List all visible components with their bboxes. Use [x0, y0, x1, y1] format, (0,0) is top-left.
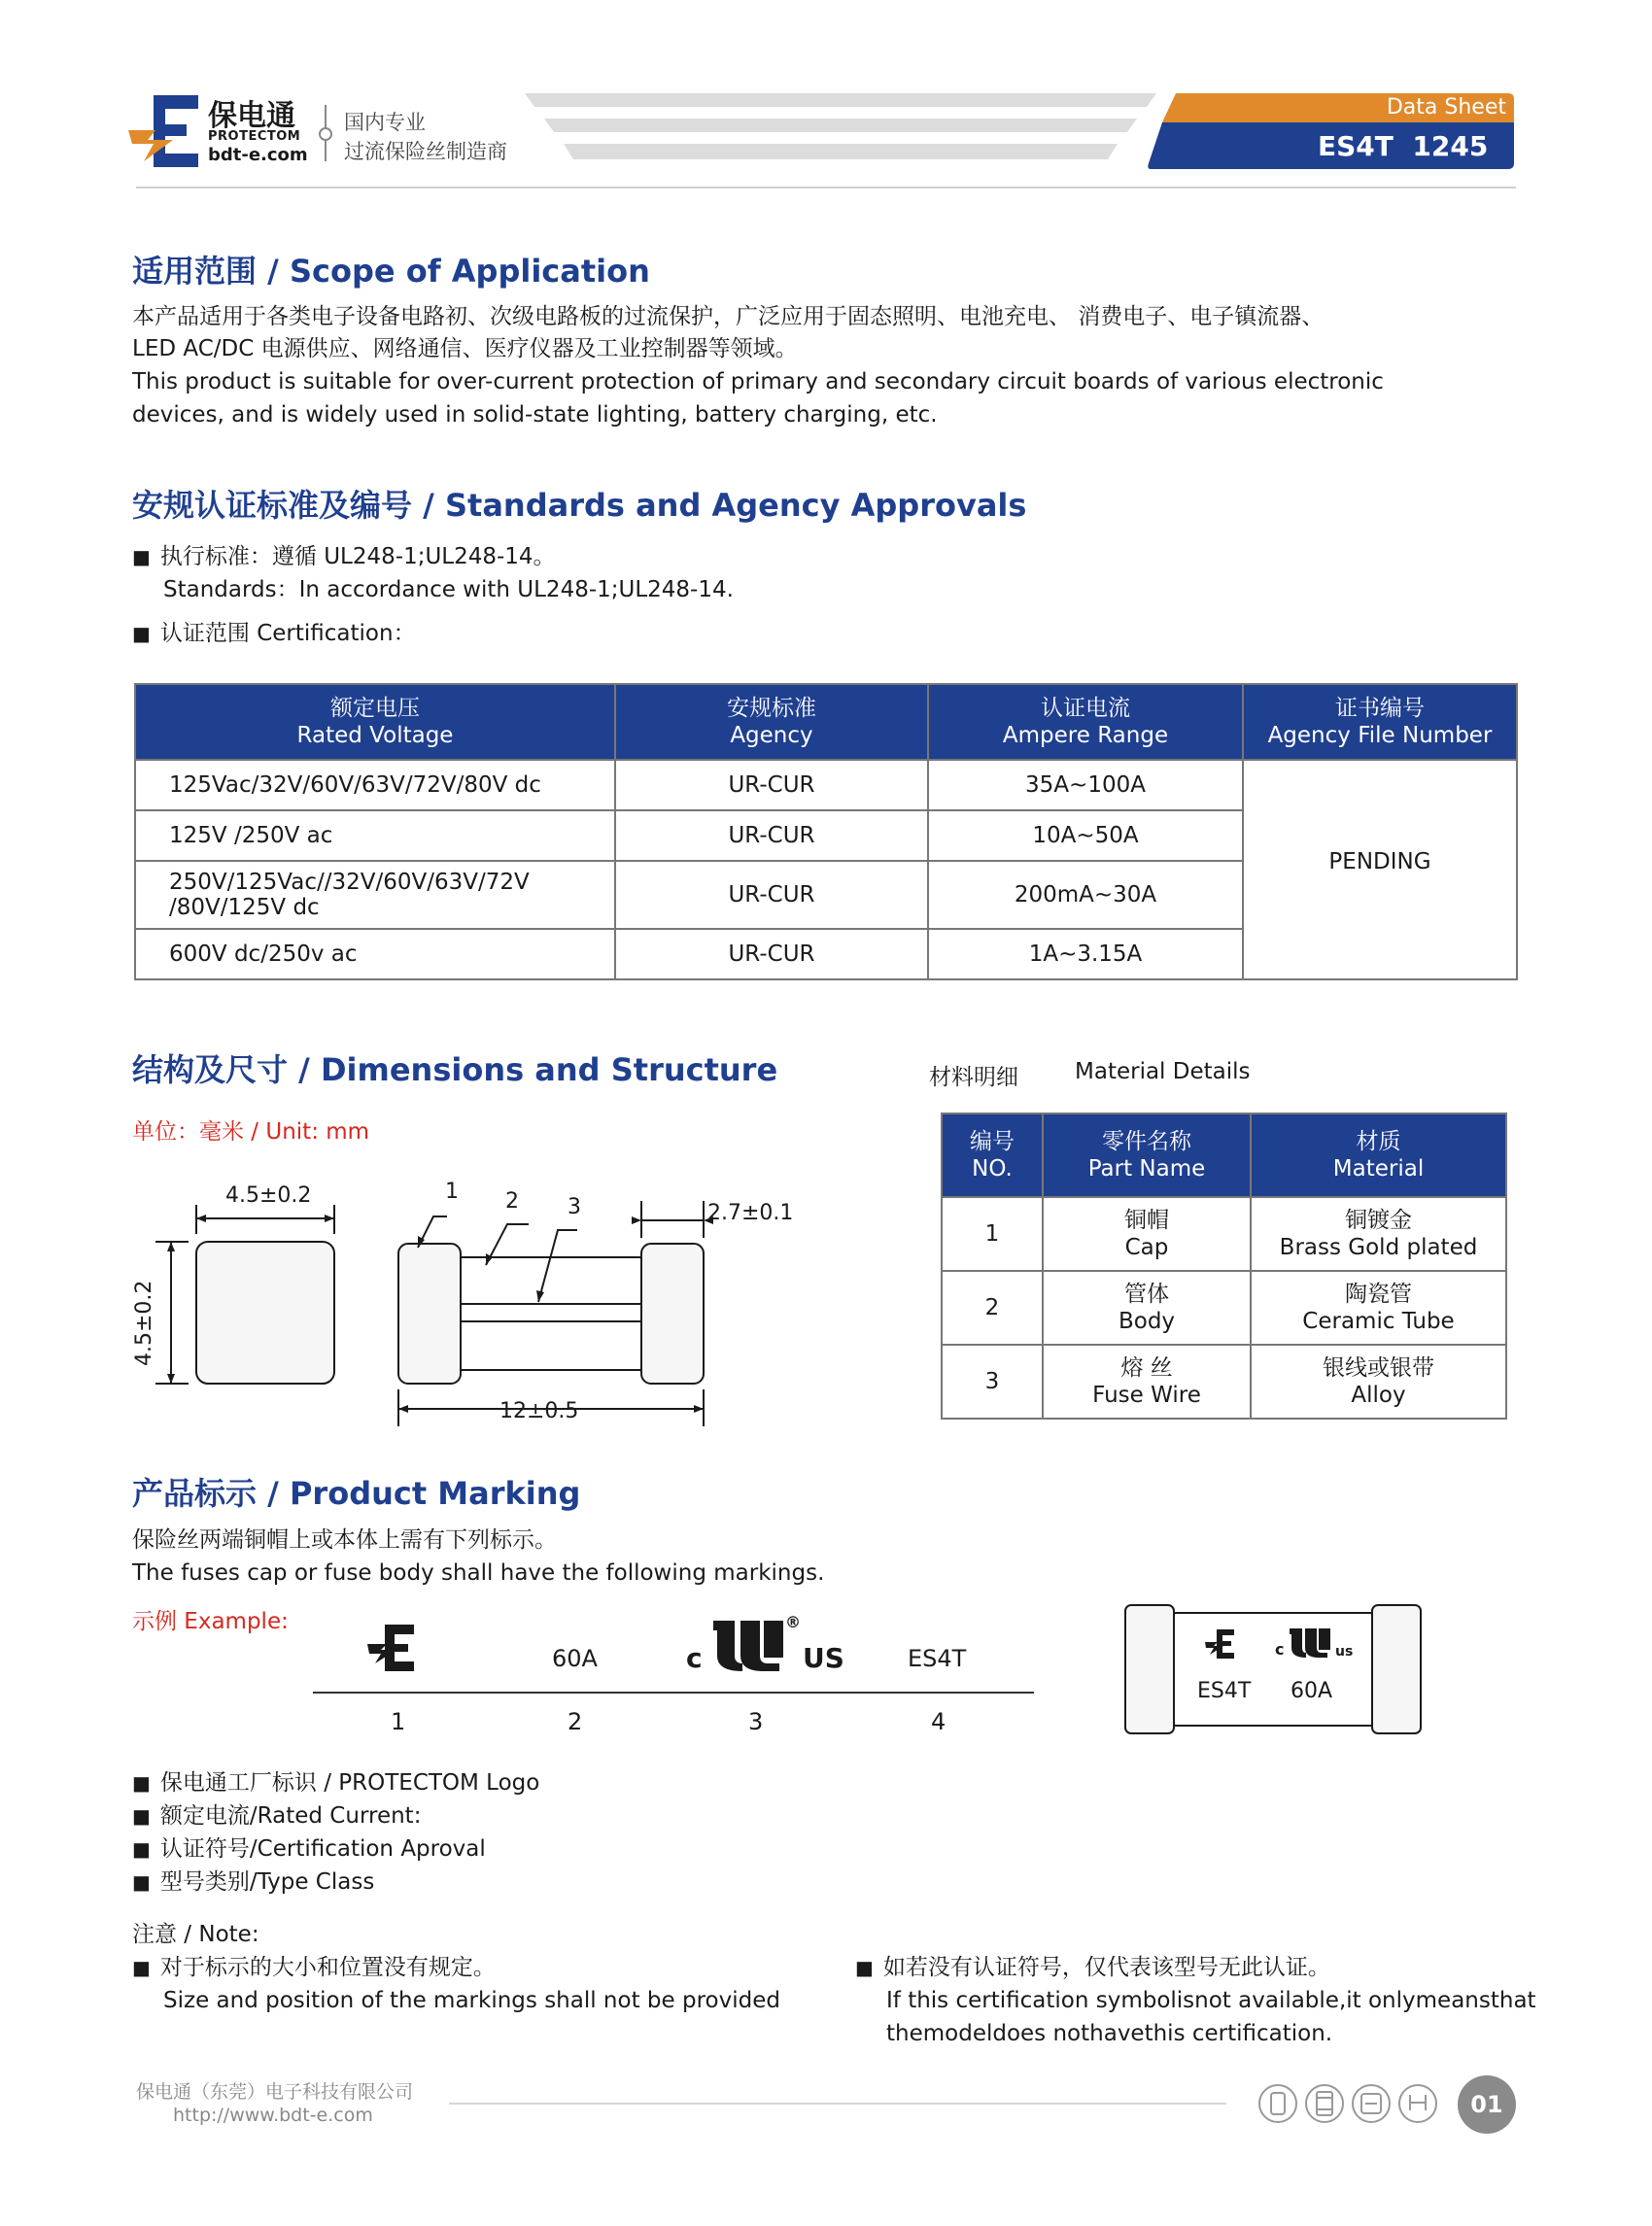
- cert-range: 10A~50A: [928, 810, 1243, 861]
- scope-title: 适用范围 / Scope of Application: [132, 253, 650, 290]
- scope-en-line-2: devices, and is widely used in solid-state lighting, battery charging, etc.: [132, 402, 938, 428]
- cert-voltage: 250V/125Vac//32V/60V/63V/72V /80V/125V dc: [135, 861, 615, 929]
- material-part: 铜帽 Cap: [1043, 1197, 1251, 1271]
- fuse-protectom-mark-icon: [1205, 1627, 1238, 1661]
- material-no: 2: [942, 1271, 1043, 1345]
- cap-dimension: 2.7±0.1: [707, 1201, 794, 1225]
- material-part: 熔 丝 Fuse Wire: [1043, 1345, 1251, 1419]
- materials-header-material: 材质 Material: [1251, 1113, 1506, 1197]
- materials-title-cn: 材料明细: [929, 1065, 1018, 1090]
- legend-item: ■ 认证符号/Certification Aproval: [132, 1832, 486, 1866]
- cert-range: 200mA~30A: [928, 861, 1243, 929]
- certification-item: ■ 认证范围 Certification：: [132, 617, 416, 650]
- legend-item: ■ 型号类别/Type Class: [132, 1866, 374, 1899]
- cert-header-voltage: 额定电压 Rated Voltage: [135, 684, 615, 760]
- note-right-cn: ■ 如若没有认证符号，仅代表该型号无此认证。: [855, 1951, 1330, 1984]
- footer-url[interactable]: http://www.bdt-e.com: [173, 2105, 373, 2126]
- legend-item: ■ 保电通工厂标识 / PROTECTOM Logo: [132, 1766, 539, 1799]
- dimension-drawing: [126, 1176, 729, 1428]
- ul-c-label: c: [686, 1642, 703, 1674]
- marking-type: ES4T: [908, 1645, 967, 1672]
- protectom-mark-icon: [367, 1621, 420, 1675]
- fuse-rating: 60A: [1291, 1679, 1333, 1703]
- marking-number-3: 3: [748, 1708, 764, 1735]
- materials-table: [941, 1113, 1507, 1420]
- cert-range: 1A~3.15A: [928, 929, 1243, 979]
- standards-item-en: Standards：In accordance with UL248-1;UL248-14.: [163, 577, 734, 602]
- width-dimension: 4.5±0.2: [225, 1183, 312, 1208]
- materials-header-row: [942, 1113, 1506, 1197]
- doc-type: Data Sheet: [1386, 95, 1506, 120]
- example-label: 示例 Example:: [132, 1609, 289, 1634]
- length-dimension: 12±0.5: [499, 1399, 579, 1423]
- ul-recognized-icon: [707, 1617, 789, 1675]
- slogan-line-2: 过流保险丝制造商: [344, 140, 507, 163]
- model-number: ES4T 1245: [1318, 130, 1489, 162]
- footer-company: 保电通（东莞）电子科技有限公司: [136, 2081, 414, 2103]
- header-stripes: [525, 93, 1166, 167]
- note-left-cn: ■ 对于标示的大小和位置没有规定。: [132, 1951, 496, 1984]
- brand-en: PROTECTOM: [208, 129, 301, 144]
- fuse-type: ES4T: [1197, 1679, 1252, 1703]
- marking-number-4: 4: [931, 1708, 946, 1735]
- marking-title: 产品标示 / Product Marking: [132, 1475, 581, 1512]
- materials-title-en: Material Details: [1075, 1059, 1251, 1084]
- cert-voltage: 600V dc/250v ac: [135, 929, 615, 979]
- fuse-type-icons: [1257, 2083, 1442, 2124]
- cert-header-file-number: 证书编号 Agency File Number: [1243, 684, 1517, 760]
- footer-rule: [449, 2103, 1226, 2105]
- marking-baseline: [313, 1692, 1034, 1694]
- divider-dot-icon: [319, 127, 332, 141]
- ul-registered-mark: ®: [785, 1613, 801, 1631]
- fuse-ul-c: c: [1275, 1640, 1285, 1659]
- materials-header-no: 编号 NO.: [942, 1113, 1043, 1197]
- cert-voltage: 125V /250V ac: [135, 810, 615, 861]
- protectom-logo-icon: [126, 89, 204, 173]
- standards-title: 安规认证标准及编号 / Standards and Agency Approvals: [132, 487, 1027, 524]
- header-rule: [136, 187, 1516, 188]
- cert-agency: UR-CUR: [615, 929, 928, 979]
- material-material: 银线或银带 Alloy: [1251, 1345, 1506, 1419]
- height-dimension: 4.5±0.2: [132, 1280, 156, 1366]
- marking-cn: 保险丝两端铜帽上或本体上需有下列标示。: [132, 1527, 557, 1553]
- note-left-en: Size and position of the markings shall not be provided: [163, 1988, 780, 2013]
- callout-3: 3: [568, 1195, 581, 1219]
- page-number: 01: [1458, 2075, 1516, 2134]
- slogan-line-1: 国内专业: [344, 111, 426, 134]
- cert-header-range: 认证电流 Ampere Range: [928, 684, 1243, 760]
- ul-us-label: US: [803, 1642, 844, 1674]
- unit-label: 单位：毫米 / Unit: mm: [132, 1119, 370, 1145]
- materials-header-part: 零件名称 Part Name: [1043, 1113, 1251, 1197]
- scope-en-line-1: This product is suitable for over-current protection of primary and secondary circuit boards of various electronic: [132, 369, 1384, 394]
- marking-rating: 60A: [552, 1645, 598, 1672]
- marking-number-2: 2: [568, 1708, 583, 1735]
- brand-site: bdt-e.com: [208, 145, 308, 165]
- material-part: 管体 Body: [1043, 1271, 1251, 1345]
- cert-agency: UR-CUR: [615, 760, 928, 810]
- material-material: 陶瓷管 Ceramic Tube: [1251, 1271, 1506, 1345]
- callout-1: 1: [445, 1180, 459, 1204]
- table-row: [135, 760, 1517, 810]
- material-no: 1: [942, 1197, 1043, 1271]
- marking-number-1: 1: [391, 1708, 406, 1735]
- cert-header-agency: 安规标准 Agency: [615, 684, 928, 760]
- material-material: 铜镀金 Brass Gold plated: [1251, 1197, 1506, 1271]
- legend-item: ■ 额定电流/Rated Current:: [132, 1799, 421, 1832]
- table-row: [942, 1271, 1506, 1345]
- marking-en: The fuses cap or fuse body shall have the following markings.: [132, 1560, 825, 1586]
- table-row: [942, 1197, 1506, 1271]
- scope-cn-line-2: LED AC/DC 电源供应、网络通信、医疗仪器及工业控制器等领域。: [132, 336, 798, 361]
- fuse-ul-icon: [1287, 1627, 1333, 1660]
- cert-voltage: 125Vac/32V/60V/63V/72V/80V dc: [135, 760, 615, 810]
- table-row: [942, 1345, 1506, 1419]
- dimensions-title: 结构及尺寸 / Dimensions and Structure: [132, 1051, 778, 1088]
- cert-agency: UR-CUR: [615, 861, 928, 929]
- cert-agency: UR-CUR: [615, 810, 928, 861]
- cert-range: 35A~100A: [928, 760, 1243, 810]
- fuse-ul-us: us: [1335, 1644, 1354, 1660]
- cert-header-row: [135, 684, 1517, 760]
- standards-item-cn: ■ 执行标准：遵循 UL248-1;UL248-14。: [132, 540, 556, 573]
- note-title: 注意 / Note:: [132, 1922, 259, 1947]
- note-right-en-1: If this certification symbolisnot available,it onlymeansthat: [886, 1988, 1536, 2013]
- brand-cn: 保电通: [208, 99, 295, 133]
- callout-2: 2: [505, 1189, 519, 1214]
- cert-file-number: PENDING: [1243, 760, 1517, 979]
- marked-fuse-drawing: [1123, 1603, 1425, 1737]
- material-no: 3: [942, 1345, 1043, 1419]
- scope-cn-line-1: 本产品适用于各类电子设备电路初、次级电路板的过流保护，广泛应用于固态照明、电池充电、 消费电子、电子镇流器、: [132, 304, 1325, 329]
- certification-table: [134, 683, 1518, 980]
- note-right-en-2: themodeldoes nothavethis certification.: [886, 2021, 1333, 2046]
